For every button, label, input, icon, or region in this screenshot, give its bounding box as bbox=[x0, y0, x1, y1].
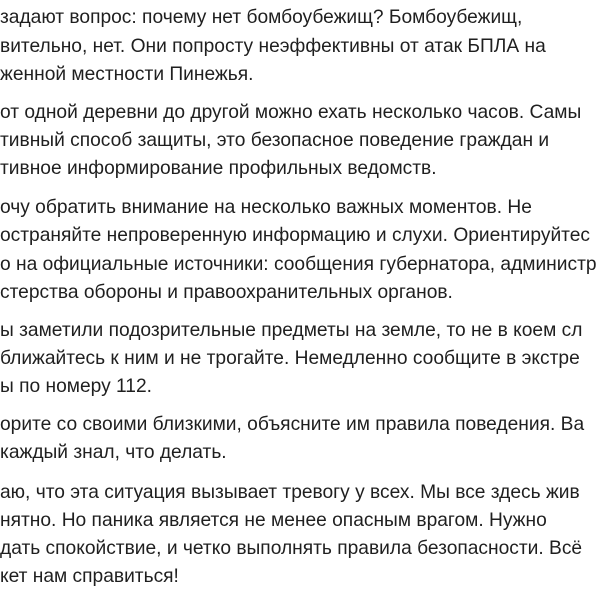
paragraph-3-line-1: очу обратить внимание на несколько важных моментов. Не bbox=[0, 197, 532, 218]
paragraph-6-line-4: кет нам справиться! bbox=[0, 566, 179, 587]
paragraph-1-line-2: вительно, нет. Они попросту неэффективны от атак БПЛА на bbox=[0, 36, 546, 57]
paragraph-3-line-4: стерства обороны и правоохранительных органов. bbox=[0, 282, 453, 303]
paragraph-2-line-1: от одной деревни до другой можно ехать несколько часов. Самы bbox=[0, 102, 582, 123]
paragraph-4-line-1: ы заметили подозрительные предметы на земле, то не в коем сл bbox=[0, 320, 583, 341]
paragraph-2-line-3: тивное информирование профильных ведомств. bbox=[0, 158, 437, 179]
paragraph-1-line-3: женной местности Пинежья. bbox=[0, 64, 254, 85]
paragraph-4-line-2: ближайтесь к ним и не трогайте. Немедленно сообщите в экстре bbox=[0, 348, 580, 369]
paragraph-5-line-1: орите со своими близкими, объясните им правила поведения. Ва bbox=[0, 414, 585, 435]
paragraph-6-line-3: дать спокойствие, и четко выполнять правила безопасности. Всё bbox=[0, 538, 583, 559]
paragraph-6-line-2: нятно. Но паника является не менее опасным врагом. Нужно bbox=[0, 510, 547, 531]
paragraph-6-line-1: аю, что эта ситуация вызывает тревогу у всех. Мы все здесь жив bbox=[0, 482, 580, 503]
paragraph-3-line-2: остраняйте непроверенную информацию и слухи. Ориентируйтес bbox=[0, 225, 591, 246]
paragraph-4-line-3: ы по номеру 112. bbox=[0, 376, 152, 397]
paragraph-1-line-1: задают вопрос: почему нет бомбоубежищ? Бомбоубежищ, bbox=[0, 7, 523, 28]
paragraph-3-line-3: о на официальные источники: сообщения губернатора, администр bbox=[0, 254, 597, 275]
paragraph-2-line-2: тивный способ защиты, это безопасное поведение граждан и bbox=[0, 130, 550, 151]
paragraph-5-line-2: каждый знал, что делать. bbox=[0, 442, 227, 463]
